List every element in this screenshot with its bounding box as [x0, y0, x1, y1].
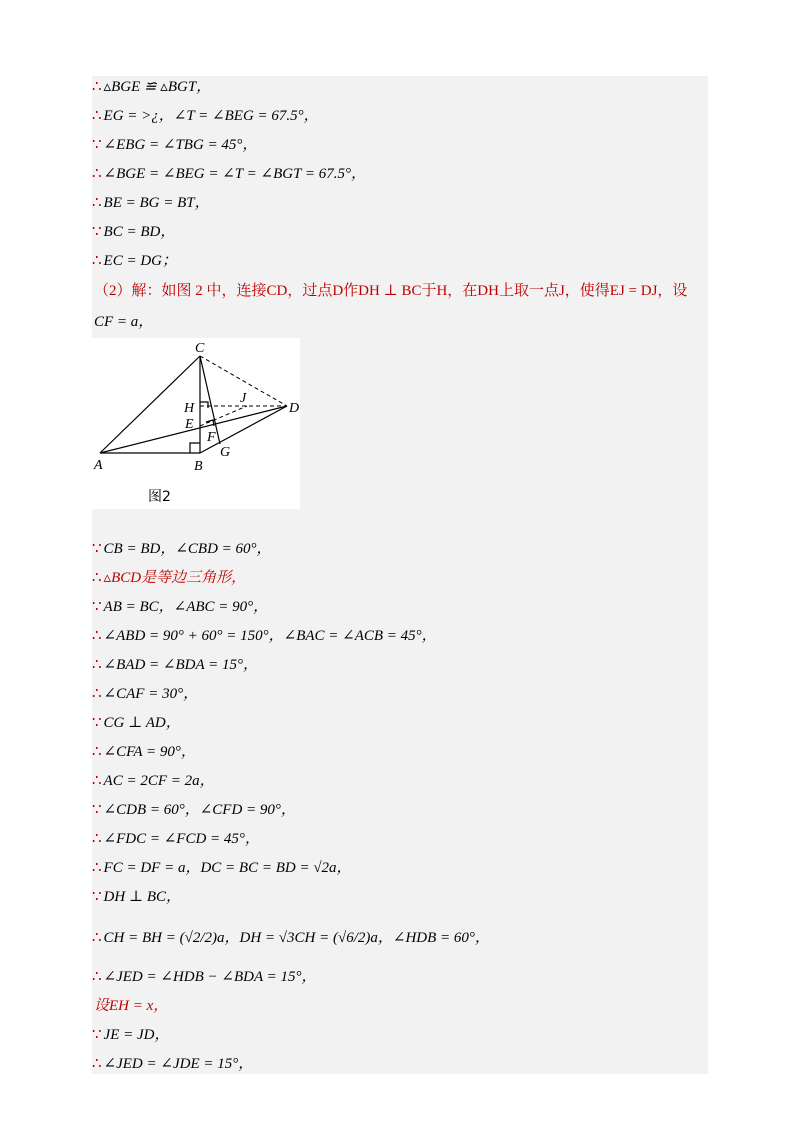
line-text: ∠CFA = 90°，	[103, 744, 196, 760]
label-a: A	[94, 458, 103, 473]
label-j: J	[240, 391, 247, 406]
solution-line	[92, 927, 490, 949]
proof-symbol: ∴	[92, 628, 102, 644]
solution-line	[92, 712, 181, 734]
solution-line	[92, 105, 319, 127]
line-text: CB = BD，∠CBD = 60°，	[103, 541, 272, 557]
label-d: D	[289, 401, 300, 416]
solution-line	[92, 799, 296, 821]
line-text: ∠FDC = ∠FCD = 45°，	[103, 831, 260, 847]
line-text: ∠CAF = 30°，	[103, 686, 199, 702]
line-text: （2）解：如图 2 中，连接CD，过点D作DH ⊥ BC于H，在DH上取一点J，使得EJ = DJ，设	[94, 283, 688, 299]
solution-line	[92, 995, 168, 1017]
line-text: AC = 2CF = 2a，	[103, 773, 215, 789]
solution-line	[92, 221, 175, 243]
line-text: DH ⊥ BC，	[103, 889, 181, 905]
proof-symbol: ∵	[92, 1027, 102, 1043]
label-f: F	[207, 430, 216, 445]
line-text: JE = JD，	[103, 1027, 170, 1043]
line-text: BE = BG = BT，	[103, 195, 210, 211]
solution-line	[92, 538, 272, 560]
proof-symbol: ∴	[92, 686, 102, 702]
label-h: H	[184, 401, 195, 416]
line-text: BC = BD，	[103, 224, 176, 240]
label-e: E	[185, 417, 194, 432]
solution-line	[92, 76, 211, 98]
proof-symbol: ∴	[92, 831, 102, 847]
proof-symbol: ∵	[92, 541, 102, 557]
solution-line	[92, 966, 316, 988]
figure-caption: 图2	[148, 489, 171, 505]
line-text: ∠ABD = 90° + 60° = 150°，∠BAC = ∠ACB = 45°，	[103, 628, 437, 644]
solution-line	[92, 134, 257, 156]
solution-line	[92, 163, 366, 185]
solution-line	[92, 828, 260, 850]
line-text: EG = >¿，∠T = ∠BEG = 67.5°，	[103, 108, 319, 124]
proof-symbol: ∴	[92, 195, 102, 211]
proof-symbol: ∵	[92, 137, 102, 153]
proof-symbol: ∴	[92, 969, 102, 985]
line-text: ∠BAD = ∠BDA = 15°，	[103, 657, 258, 673]
solution-line	[92, 683, 198, 705]
solution-line	[92, 1024, 169, 1046]
solution-line	[92, 280, 687, 302]
proof-symbol: ∴	[92, 744, 102, 760]
line-text: ▵BGE ≌ ▵BGT，	[103, 79, 212, 95]
line-text: ∠BGE = ∠BEG = ∠T = ∠BGT = 67.5°，	[103, 166, 367, 182]
solution-line	[92, 567, 246, 589]
proof-symbol: ∴	[92, 253, 102, 269]
line-text: ∠JED = ∠HDB − ∠BDA = 15°，	[103, 969, 317, 985]
solution-line	[92, 250, 177, 272]
proof-symbol: ∴	[92, 1056, 102, 1072]
proof-symbol: ∴	[92, 166, 102, 182]
line-text: CH = BH = (√2/2)a，DH = √3CH = (√6/2)a，∠HDB = 60°，	[103, 930, 490, 946]
line-text: CF = a，	[94, 314, 154, 330]
figure-diagram	[92, 338, 300, 509]
solution-line	[92, 625, 437, 647]
proof-symbol: ∴	[92, 930, 102, 946]
line-text: CG ⊥ AD，	[103, 715, 181, 731]
proof-symbol: ∵	[92, 715, 102, 731]
line-text: EC = DG；	[103, 253, 178, 269]
proof-symbol: ∴	[92, 79, 102, 95]
line-text: 设EH = x，	[94, 998, 169, 1014]
proof-symbol: ∴	[92, 860, 102, 876]
solution-line	[92, 741, 196, 763]
proof-symbol: ∵	[92, 599, 102, 615]
solution-line	[92, 311, 153, 333]
label-c: C	[195, 341, 205, 356]
proof-symbol: ∵	[92, 802, 102, 818]
proof-symbol: ∴	[92, 657, 102, 673]
segment-ej-dashed	[200, 406, 247, 426]
label-b: B	[194, 459, 203, 474]
solution-line	[92, 654, 258, 676]
proof-symbol: ∵	[92, 889, 102, 905]
line-text: ∠JED = ∠JDE = 15°，	[103, 1056, 254, 1072]
solution-line	[92, 1053, 253, 1075]
solution-line	[92, 857, 352, 879]
geometry-figure	[92, 338, 300, 509]
line-text: AB = BC，∠ABC = 90°，	[103, 599, 269, 615]
proof-symbol: ∴	[92, 773, 102, 789]
solution-line	[92, 596, 268, 618]
proof-symbol: ∵	[92, 224, 102, 240]
line-text: ∠CDB = 60°，∠CFD = 90°，	[103, 802, 296, 818]
solution-line	[92, 886, 181, 908]
line-text: ▵BCD是等边三角形，	[103, 570, 247, 586]
right-angle-h	[200, 402, 208, 408]
solution-line	[92, 770, 215, 792]
right-angle-b	[190, 443, 200, 453]
line-text: ∠EBG = ∠TBG = 45°，	[103, 137, 258, 153]
proof-symbol: ∴	[92, 570, 102, 586]
solution-line	[92, 192, 210, 214]
line-text: FC = DF = a，DC = BC = BD = √2a，	[103, 860, 352, 876]
label-g: G	[220, 445, 231, 460]
proof-symbol: ∴	[92, 108, 102, 124]
